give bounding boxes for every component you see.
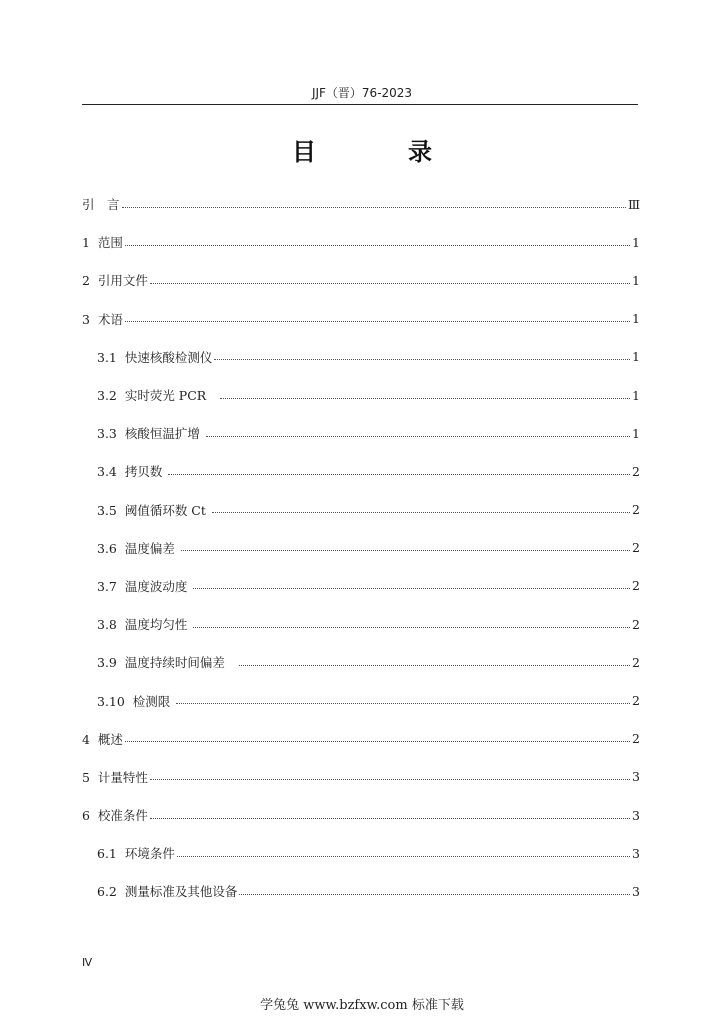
toc-entry-label: 3.3 核酸恒温扩增 (97, 426, 204, 442)
toc-entry[interactable] (82, 567, 640, 605)
toc-dot-leader (177, 856, 630, 857)
toc-dot-leader (150, 818, 630, 819)
toc-dot-leader (239, 894, 630, 895)
toc-entry[interactable] (82, 185, 640, 223)
watermark-text: 学兔兔 www.bzfxw.com 标准下载 (260, 998, 464, 1013)
toc-entry-label: 3.1 快速核酸检测仪 (97, 349, 213, 365)
toc-entry-label: 3.7 温度波动度 (97, 578, 192, 594)
toc-entry-page: 2 (632, 616, 640, 632)
toc-dot-leader (176, 703, 630, 704)
toc-entry[interactable] (82, 300, 640, 338)
toc-dot-leader (125, 321, 630, 322)
toc-entry-label: 3.5 阈值循环数 Ct (97, 502, 210, 518)
toc-entry-label: 2 引用文件 (82, 273, 148, 289)
toc-entry-page: 1 (632, 387, 640, 403)
toc-entry-label: 3.10 检测限 (97, 693, 175, 709)
toc-entry-page: 1 (632, 349, 640, 365)
toc-dot-leader (212, 512, 630, 513)
toc-entry-label: 1 范围 (82, 235, 123, 251)
document-code: JJF（晋）76-2023 (311, 86, 413, 100)
toc-dot-leader (125, 741, 630, 742)
page-title: 目 录 (292, 138, 466, 166)
page-number: Ⅳ (82, 956, 93, 969)
toc-entry-label: 5 计量特性 (82, 769, 148, 785)
toc-entry[interactable] (82, 872, 640, 910)
toc-entry[interactable] (82, 681, 640, 719)
toc-dot-leader (181, 550, 630, 551)
toc-entry-page: 3 (632, 883, 640, 899)
toc-entry-page: 1 (632, 234, 640, 250)
toc-entry-label: 3.4 拷贝数 (97, 464, 167, 480)
toc-entry-page: 1 (632, 272, 640, 288)
toc-dot-leader (239, 665, 630, 666)
toc-entry[interactable] (82, 452, 640, 490)
toc-dot-leader (122, 207, 626, 208)
toc-entry[interactable] (82, 223, 640, 261)
toc-entry-label: 3 术语 (82, 311, 123, 327)
toc-entry-page: 1 (632, 425, 640, 441)
toc-entry-page: 2 (632, 731, 640, 747)
toc-entry[interactable] (82, 414, 640, 452)
toc-entry-page: 2 (632, 502, 640, 518)
toc-entry-label: 引 言 (82, 197, 120, 213)
toc-entry-label: 3.2 实时荧光 PCR (97, 388, 219, 404)
toc-entry[interactable] (82, 338, 640, 376)
toc-entry[interactable] (82, 720, 640, 758)
toc-dot-leader (206, 436, 630, 437)
toc-dot-leader (125, 245, 630, 246)
toc-entry[interactable] (82, 834, 640, 872)
toc-entry[interactable] (82, 491, 640, 529)
toc-entry-page: 1 (632, 311, 640, 327)
toc-entry-label: 3.6 温度偏差 (97, 540, 179, 556)
toc-entry[interactable] (82, 643, 640, 681)
toc-entry-label: 4 概述 (82, 731, 123, 747)
toc-entry[interactable] (82, 529, 640, 567)
toc-entry-label: 3.9 温度持续时间偏差 (97, 655, 237, 671)
toc-entry[interactable] (82, 605, 640, 643)
toc-entry-label: 6.1 环境条件 (97, 846, 175, 862)
table-of-contents (82, 185, 640, 911)
toc-entry-page: 2 (632, 654, 640, 670)
toc-dot-leader (214, 359, 630, 360)
toc-entry[interactable] (82, 376, 640, 414)
toc-entry-label: 6.2 测量标准及其他设备 (97, 884, 238, 900)
toc-entry-page: Ⅲ (627, 196, 640, 212)
toc-entry-page: 3 (632, 807, 640, 823)
header-rule (82, 104, 638, 105)
toc-dot-leader (193, 627, 630, 628)
toc-dot-leader (220, 398, 630, 399)
toc-entry-page: 3 (632, 845, 640, 861)
toc-entry[interactable] (82, 796, 640, 834)
toc-entry-page: 2 (632, 578, 640, 594)
toc-entry-page: 3 (632, 769, 640, 785)
toc-entry-label: 3.8 温度均匀性 (97, 617, 192, 633)
toc-entry-page: 2 (632, 540, 640, 556)
toc-entry-page: 2 (632, 463, 640, 479)
toc-entry[interactable] (82, 261, 640, 299)
toc-entry-page: 2 (632, 693, 640, 709)
toc-dot-leader (150, 283, 630, 284)
toc-entry[interactable] (82, 758, 640, 796)
toc-dot-leader (168, 474, 630, 475)
toc-dot-leader (150, 779, 630, 780)
toc-entry-label: 6 校准条件 (82, 808, 148, 824)
toc-dot-leader (193, 588, 630, 589)
